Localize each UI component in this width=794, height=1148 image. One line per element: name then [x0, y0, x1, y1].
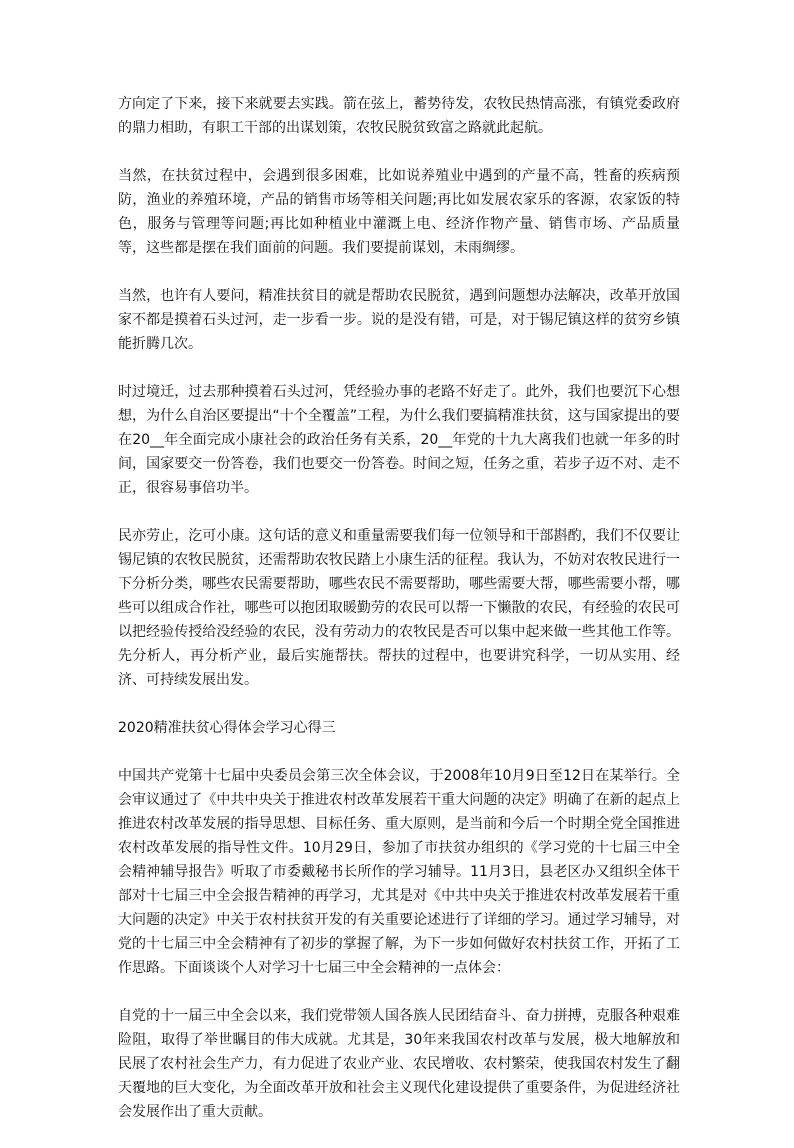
paragraph-6: 中国共产党第十七届中央委员会第三次全体会议，于2008年10月9日至12日在某举行。全会审议通过了《中共中央关于推进农村改革发展若干重大问题的决定》明确了在新的起点上推进农村改革发展的指导思想、目标任务、重大原则，是当前和今后一个时期全党全国推进农村改革发展的指导性文件。10月29日，参加了市扶贫办组织的《学习党的十七届三中全会精神辅导报告》听取了市委戴秘书长所作的学习辅导。11月3日，县老区办又组织全体干部对十七届三中全会报告精神的再学习，尤其是对《中共中央关于推进农村改革发展若干重大问题的决定》中关于农村扶贫开发的有关重要论述进行了详细的学习。通过学习辅导，对党的十七届三中全会精神有了初步的掌握了解，为下一步如何做好农村扶贫工作，开拓了工作思路。下面谈谈个人对学习十七届三中全会精神的一点体会： — [118, 768, 680, 976]
paragraph-2: 当然，在扶贫过程中，会遇到很多困难，比如说养殖业中遇到的产量不高，牲畜的疾病预防，渔业的养殖环境，产品的销售市场等相关问题;再比如发展农家乐的客源，农家饭的特色，服务与管理等问题;再比如种植业中灌溉上电、经济作物产量、销售市场、产品质量等，这些都是摆在我们面前的问题。我们要提前谋划，未雨绸缪。 — [118, 168, 680, 256]
paragraph-5: 民亦劳止，汔可小康。这句话的意义和重量需要我们每一位领导和干部斟酌，我们不仅要让锡尼镇的农牧民脱贫，还需帮助农牧民踏上小康生活的征程。我认为，不妨对农牧民进行一下分析分类，哪些农民需要帮助，哪些农民不需要帮助，哪些需要大帮，哪些需要小帮，哪些可以组成合作社，哪些可以抱团取暖勤劳的农民可以帮一下懒散的农民，有经验的农民可以把经验传授给没经验的农民，没有劳动力的农牧民是否可以集中起来做一些其他工作等。先分析人，再分析产业，最后实施帮扶。帮扶的过程中，也要讲究科学，一切从实用、经济、可持续发展出发。 — [118, 528, 680, 688]
section-heading: 2020精准扶贫心得体会学习心得三 — [118, 720, 336, 736]
document-page — [118, 92, 680, 1148]
paragraph-1: 方向定了下来，接下来就要去实践。箭在弦上，蓄势待发，农牧民热情高涨，有镇党委政府的鼎力相助，有职工干部的出谋划策，农牧民脱贫致富之路就此起航。 — [118, 96, 680, 136]
paragraph-3: 当然，也许有人要问，精准扶贫目的就是帮助农民脱贫，遇到问题想办法解决，改革开放国家不都是摸着石头过河，走一步看一步。说的是没有错，可是，对于锡尼镇这样的贫穷乡镇能折腾几次。 — [118, 288, 680, 352]
paragraph-7: 自党的十一届三中全会以来，我们党带领人国各族人民团结奋斗、奋力拼搏，克服各种艰难险阻，取得了举世瞩目的伟大成就。尤其是，30年来我国农村改革与发展，极大地解放和民展了农村社会生产力，有力促进了农业产业、农民增收、农村繁荣，使我国农村发生了翻天覆地的巨大变化，为全面改革开放和社会主义现代化建设提供了重要条件，为促进经济社会发展作出了重大贡献。 — [118, 1008, 680, 1120]
paragraph-4: 时过境迁，过去那种摸着石头过河，凭经验办事的老路不好走了。此外，我们也要沉下心想想，为什么自治区要提出“十个全覆盖”工程，为什么我们要搞精准扶贫，这与国家提出的要在20__年全面完成小康社会的政治任务有关系，20__年党的十九大离我们也就一年多的时间，国家要交一份答卷，我们也要交一份答卷。时间之短，任务之重，若步子迈不对、走不正，很容易事倍功半。 — [118, 384, 680, 496]
